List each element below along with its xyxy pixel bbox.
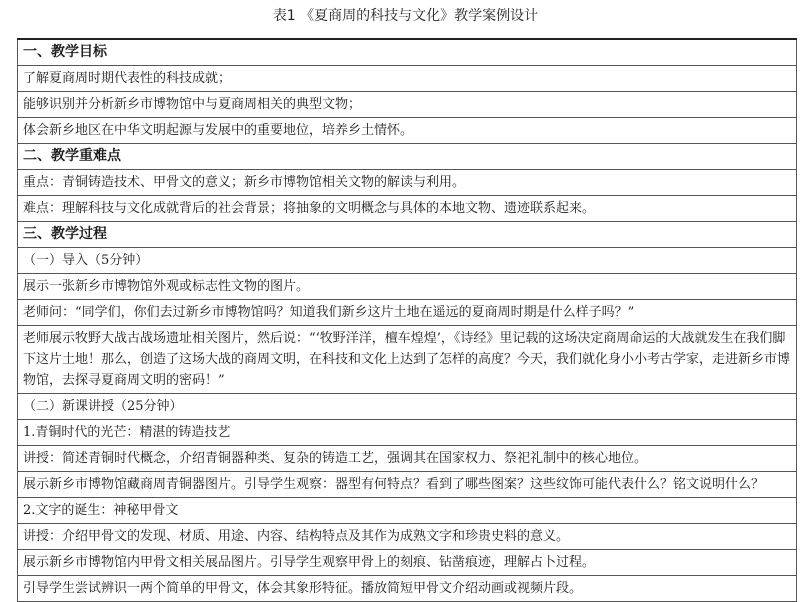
section-title-goals: 一、教学目标 bbox=[17, 40, 797, 66]
intro-item-1: 展示一张新乡市博物馆外观或标志性文物的图片。 bbox=[17, 274, 797, 300]
goal-item-3: 体会新乡地区在中华文明起源与发展中的重要地位，培养乡土情怀。 bbox=[17, 118, 797, 144]
keypoint-focus: 重点：青铜铸造技术、甲骨文的意义；新乡市博物馆相关文物的解读与利用。 bbox=[17, 170, 797, 196]
keypoint-difficulty: 难点：理解科技与文化成就背后的社会背景；将抽象的文明概念与具体的本地文物、遗迹联系起来。 bbox=[17, 196, 797, 222]
lesson-plan-table bbox=[17, 38, 797, 602]
oracle-item-3: 引导学生尝试辨识一两个简单的甲骨文，体会其象形特征。播放简短甲骨文介绍动画或视频片段。 bbox=[17, 576, 797, 602]
intro-item-3: 老师展示牧野大战古战场遗址相关图片，然后说：“‘牧野洋洋，檀车煌煌’，《诗经》里记载的这场决定商周命运的大战就发生在我们脚下这片土地！那么，创造了这场大战的商周文明，在科技和文化上达到了怎样的高度？今天，我们就化身小小考古学家，走进新乡市博物馆，去探寻夏商周文明的密码！” bbox=[17, 326, 797, 394]
goal-item-1: 了解夏商周时期代表性的科技成就； bbox=[17, 66, 797, 92]
topic-title-oracle: 2.文字的诞生：神秘甲骨文 bbox=[17, 498, 797, 524]
section-title-keypoints: 二、教学重难点 bbox=[17, 144, 797, 170]
bronze-item-2: 展示新乡市博物馆藏商周青铜器图片。引导学生观察：器型有何特点？看到了哪些图案？这些纹饰可能代表什么？铭文说明什么？ bbox=[17, 472, 797, 498]
topic-title-bronze: 1.青铜时代的光芒：精湛的铸造技艺 bbox=[17, 420, 797, 446]
intro-item-2: 老师问：“同学们，你们去过新乡市博物馆吗？知道我们新乡这片土地在遥远的夏商周时期是什么样子吗？” bbox=[17, 300, 797, 326]
goal-item-2: 能够识别并分析新乡市博物馆中与夏商周相关的典型文物； bbox=[17, 92, 797, 118]
subsection-title-lesson: （二）新课讲授（25分钟） bbox=[17, 394, 797, 420]
section-title-process: 三、教学过程 bbox=[17, 222, 797, 248]
oracle-item-2: 展示新乡市博物馆内甲骨文相关展品图片。引导学生观察甲骨上的刻痕、钻凿痕迹，理解占卜过程。 bbox=[17, 550, 797, 576]
table-caption: 表1 《夏商周的科技与文化》教学案例设计 bbox=[272, 8, 539, 24]
subsection-title-intro: （一）导入（5分钟） bbox=[17, 248, 797, 274]
oracle-item-1: 讲授：介绍甲骨文的发现、材质、用途、内容、结构特点及其作为成熟文字和珍贵史料的意义。 bbox=[17, 524, 797, 550]
bronze-item-1: 讲授：简述青铜时代概念，介绍青铜器种类、复杂的铸造工艺，强调其在国家权力、祭祀礼制中的核心地位。 bbox=[17, 446, 797, 472]
